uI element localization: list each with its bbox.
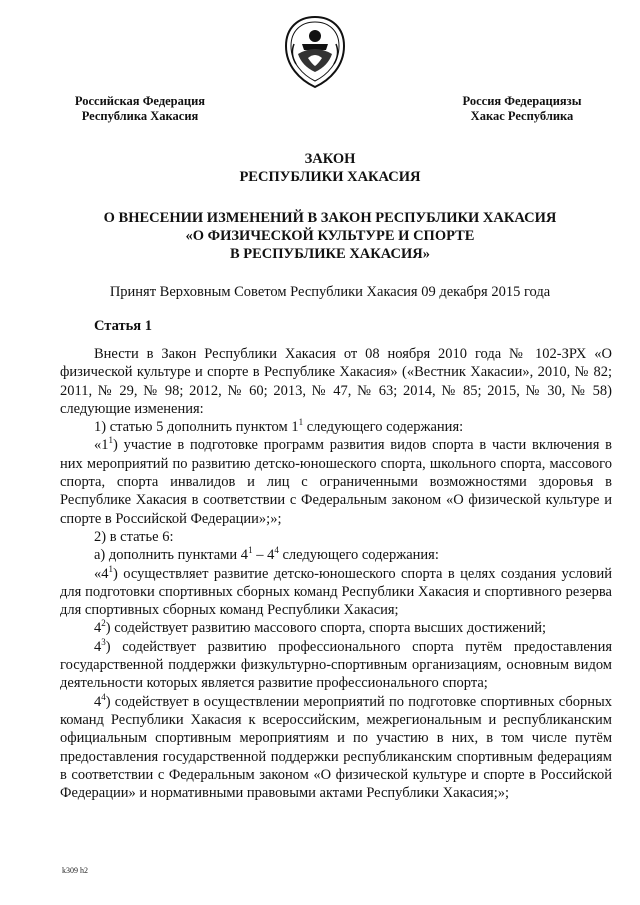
coat-of-arms-emblem [282, 14, 348, 90]
law-subject-line3: В РЕСПУБЛИКЕ ХАКАСИЯ» [229, 246, 430, 262]
header-left [60, 94, 220, 124]
adoption-line: Принят Верховным Советом Республики Хакасия 09 декабря 2015 года [109, 284, 551, 300]
header-right-line2: Хакас Республика [470, 109, 574, 123]
paragraph: а) дополнить пунктами $4^1 - 4^4$ следующего содержания: [94, 545, 439, 564]
header-right-line1: Россия Федерациязы [462, 94, 582, 108]
law-subject-line1: О ВНЕСЕНИИ ИЗМЕНЕНИЙ В ЗАКОН РЕСПУБЛИКИ ХАКАСИЯ [103, 210, 557, 226]
law-subject-line2: «О ФИЗИЧЕСКОЙ КУЛЬТУРЕ И СПОРТЕ [185, 228, 475, 244]
paragraph: «$4^1$) осуществляет развитие детско-юношеского спорта в целях создания условий для подготовки спортивных сборных команд Республики Хакасия и спортивного резерва для спортивных сборных команд Республики Хакасия; [60, 563, 612, 619]
paragraph: $4^4$) содействует в осуществлении мероприятий по подготовке спортивных сборных команд Республики Хакасия к всероссийским, межрегиональным и республиканским официальным спортивным мероприятиям и по участию в них, в том числе путём предоставления государственной поддержки республиканским спортивным федерациям в соответствии с Федеральным законом «О физической культуре и спорте в Российской Федерации» и нормативными правовыми актами Республики Хакасия;»; [60, 691, 612, 802]
header-right [448, 94, 596, 124]
paragraph: $4^3$) содействует развитию профессионального спорта путём предоставления государственной поддержки физкультурно-спортивным организациям, основным видом деятельности которых является развитие профессионального спорта; [60, 636, 612, 692]
law-subject [60, 209, 600, 263]
paragraph: Внести в Закон Республики Хакасия от 08 ноября 2010 года № 102-ЗРХ «О физической культуре и спорте в Республике Хакасия» («Вестник Хакасии», 2010, № 82; 2011, № 29, № 98; 2012, № 60; 2013, № 47, № 63; 2014, № 85; 2015, № 30, № 58) следующие изменения: [60, 346, 612, 417]
document-body [60, 345, 612, 802]
paragraph: 1) статью 5 дополнить пунктом $1^1$ следующего содержания: [94, 417, 464, 436]
law-title-line2: РЕСПУБЛИКИ ХАКАСИЯ [239, 169, 421, 185]
footer-code: k309 h2 [62, 866, 88, 875]
header-left-line2: Республика Хакасия [81, 109, 199, 123]
header-left-line1: Российская Федерация [74, 94, 206, 108]
paragraph: $4^2$) содействует развитию массового спорта, спорта высших достижений; [94, 618, 546, 637]
law-title-line1: ЗАКОН [304, 151, 356, 167]
paragraph: 2) в статье 6: [94, 528, 174, 545]
law-title [60, 150, 600, 186]
paragraph: «$1^1$) участие в подготовке программ развития видов спорта в части включения в них мероприятий по развитию детско-юношеского спорта, школьного спорта, массового спорта, спорта инвалидов и лиц с ограниченными возможностями здоровья в Республике Хакасия в соответствии с Федеральным законом «О физической культуре и спорте в Российской Федерации»;»; [60, 435, 612, 527]
article-heading: Статья 1 [94, 318, 152, 334]
